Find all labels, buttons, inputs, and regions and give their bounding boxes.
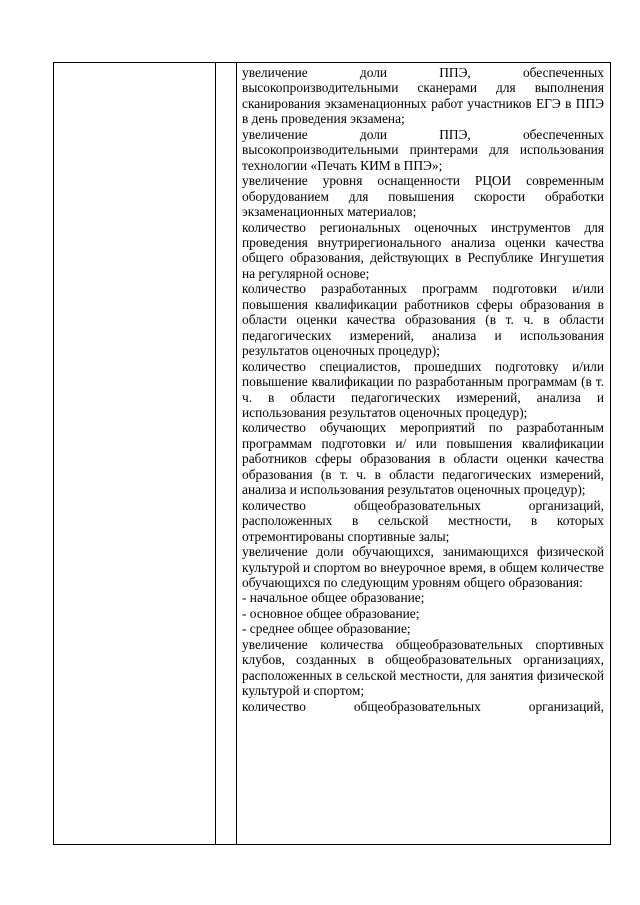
indicator-paragraph: количество общеобразовательных организаций, <box>242 698 604 714</box>
indicator-paragraph: количество разработанных программ подготовки и/или повышения квалификации работников сферы образования в области оценки качества образования (в т. ч. в области педагогических измерений, анализа и использования результатов оценочных процедур); <box>242 281 604 359</box>
indicator-paragraph: увеличение доли обучающихся, занимающихся физической культурой и спортом во внеурочное время, в общем количестве обучающихся по следующим уровням общего образования: <box>242 544 604 590</box>
column-divider <box>236 63 237 844</box>
indicator-paragraph: количество обучающих мероприятий по разработанным программам подготовки и/ или повышения квалификации работников сферы образования в области оценки качества образования (в т. ч. в области педагогических измерений, анализа и использования результатов оценочных процедур); <box>242 420 604 498</box>
indicator-paragraph: количество общеобразовательных организаций, расположенных в сельской местности, в которых отремонтированы спортивные залы; <box>242 497 604 544</box>
document-table <box>53 62 611 845</box>
indicators-text-cell <box>242 65 604 714</box>
list-item: - основное общее образование; <box>242 605 420 621</box>
list-item: - среднее общее образование; <box>242 621 411 637</box>
column-divider <box>215 63 216 844</box>
indicator-paragraph: увеличение доли ППЭ, обеспеченных высокопроизводительными принтерами для использования технологии «Печать КИМ в ППЭ»; <box>242 126 604 173</box>
indicator-paragraph: увеличение доли ППЭ, обеспеченных высокопроизводительными сканерами для выполнения сканирования экзаменационных работ участников ЕГЭ в ППЭ в день проведения экзамена; <box>242 65 604 127</box>
indicator-paragraph: увеличение количества общеобразовательных спортивных клубов, созданных в общеобразовательных организациях, расположенных в сельской местности, для занятия физической культурой и спортом; <box>242 636 604 699</box>
indicator-paragraph: увеличение уровня оснащенности РЦОИ современным оборудованием для повышения скорости обработки экзаменационных материалов; <box>242 173 604 220</box>
indicator-paragraph: количество региональных оценочных инструментов для проведения внутрирегионального анализа оценки качества общего образования, действующих в Республике Ингушетия на регулярной основе; <box>242 219 604 281</box>
list-item: - начальное общее образование; <box>242 590 425 606</box>
indicator-paragraph: количество специалистов, прошедших подготовку и/или повышение квалификации по разработанным программам (в т. ч. в области педагогических измерений, анализа и использования результатов оценочных процедур); <box>242 358 604 420</box>
